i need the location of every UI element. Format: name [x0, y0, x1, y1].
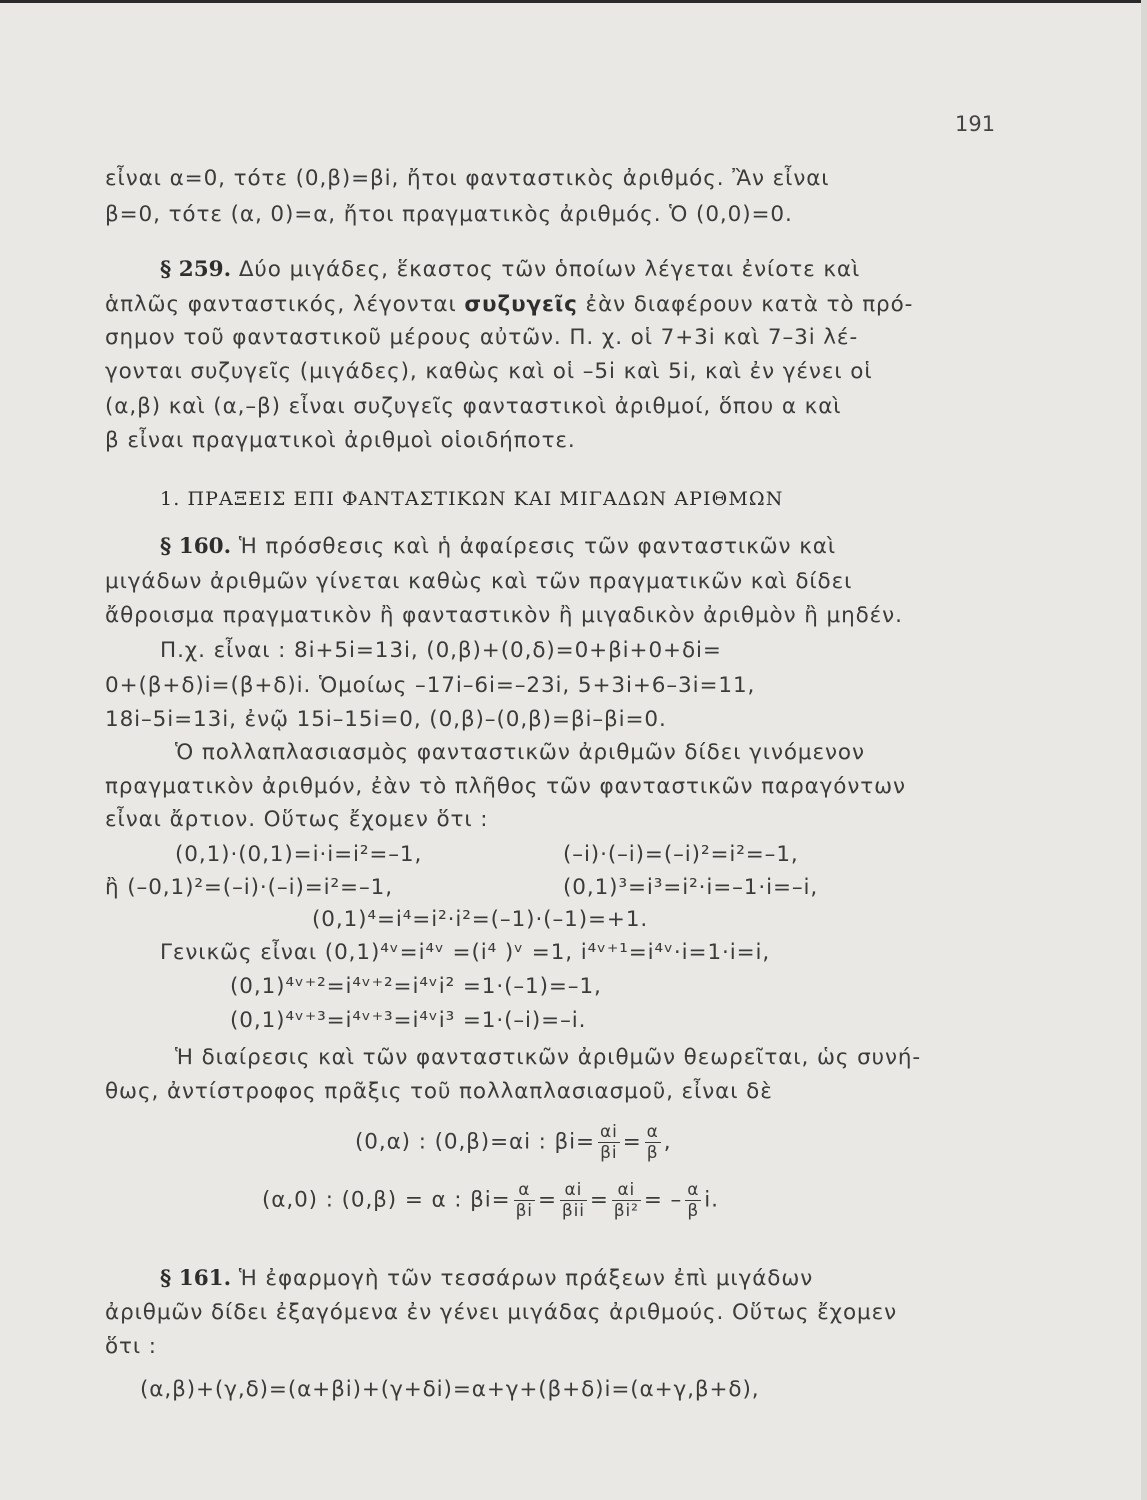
formula-line: (0,1)⁴ᵛ⁺²=i⁴ᵛ⁺²=i⁴ᵛi² =1·(–1)=–1, [230, 974, 602, 999]
fraction [560, 1180, 587, 1221]
denominator: βi [515, 1201, 533, 1221]
text-span: ἁπλῶς φανταστικός, λέγονται [105, 292, 465, 317]
numerator: αi [599, 1122, 618, 1142]
formula-text: = [589, 1187, 609, 1213]
text-line: β εἶναι πραγματικοὶ ἀριθμοὶ οἱοιδήποτε. [105, 428, 576, 453]
page-number: 191 [955, 112, 996, 136]
denominator: β [646, 1143, 659, 1163]
formula-line: (–i)·(–i)=(–i)²=i²=–1, [563, 842, 799, 867]
text-line: 18i–5i=13i, ἐνῷ 15i–15i=0, (0,β)–(0,β)=βi–βi=0. [105, 707, 667, 732]
paragraph-160-line [160, 532, 836, 562]
formula-line: (α,β)+(γ,δ)=(α+βi)+(γ+δi)=α+γ+(β+δ)i=(α+γ,β+δ), [140, 1377, 760, 1402]
fraction [645, 1122, 661, 1163]
text-line: Π.χ. εἶναι : 8i+5i=13i, (0,β)+(0,δ)=0+βi+0+δi= [160, 638, 722, 663]
formula-text: = [622, 1129, 642, 1155]
formula-line: (0,1)³=i³=i²·i=–1·i=–i, [563, 875, 819, 900]
text-line: Ἡ διαίρεσις καὶ τῶν φανταστικῶν ἀριθμῶν θεωρεῖται, ὡς συνή- [175, 1045, 922, 1070]
text-span: Δύο μιγάδες, ἕκαστος τῶν ὁποίων λέγεται ἐνίοτε καὶ [231, 257, 861, 282]
paragraph-161-line [160, 1264, 813, 1294]
text-line: εἶναι ἄρτιον. Οὕτως ἔχομεν ὅτι : [105, 807, 489, 832]
formula-line: (0,1)⁴ᵛ⁺³=i⁴ᵛ⁺³=i⁴ᵛi³ =1·(–i)=–i. [230, 1008, 587, 1033]
text-line: 0+(β+δ)i=(β+δ)i. Ὁμοίως –17i–6i=–23i, 5+3i+6–3i=11, [105, 673, 756, 698]
text-line: ἄθροισμα πραγματικὸν ἢ φανταστικὸν ἢ μιγαδικὸν ἀριθμὸν ἢ μηδέν. [105, 603, 903, 628]
formula-text: (α,0) : (0,β) = α : βi= [262, 1187, 511, 1213]
text-line: θως, ἀντίστροφος πρᾶξις τοῦ πολλαπλασιασμοῦ, εἶναι δὲ [105, 1079, 773, 1104]
text-line: (α,β) καὶ (α,–β) εἶναι συζυγεῖς φανταστικοὶ ἀριθμοί, ὅπου α καὶ [105, 394, 842, 419]
text-span: Ἡ ἐφαρμογὴ τῶν τεσσάρων πράξεων ἐπὶ μιγάδων [231, 1266, 814, 1291]
formula-text: (0,α) : (0,β)=αi : βi= [355, 1129, 595, 1155]
section-number: § 160. [160, 534, 232, 559]
numerator: α [514, 1180, 535, 1201]
paragraph-259-line [105, 290, 913, 320]
text-line: Ὁ πολλαπλασιασμὸς φανταστικῶν ἀριθμῶν δίδει γινόμενον [175, 740, 865, 765]
formula-line: (0,1)·(0,1)=i·i=i²=–1, [175, 842, 423, 867]
text-line: πραγματικὸν ἀριθμόν, ἐὰν τὸ πλῆθος τῶν φανταστικῶν παραγόντων [105, 774, 906, 799]
numerator: α [646, 1122, 659, 1142]
denominator: βi [600, 1143, 618, 1163]
formula-line: (0,1)⁴=i⁴=i²·i²=(–1)·(–1)=+1. [312, 907, 649, 932]
formula-line: Γενικῶς εἶναι (0,1)⁴ᵛ=i⁴ᵛ =(i⁴ )ᵛ =1, i⁴ᵛ⁺¹=i⁴ᵛ·i=1·i=i, [160, 940, 771, 965]
text-line: γονται συζυγεῖς (μιγάδες), καθὼς καὶ οἱ –5i καὶ 5i, καὶ ἐν γένει οἱ [105, 359, 873, 384]
formula-line: ἢ (–0,1)²=(–i)·(–i)=i²=–1, [105, 875, 393, 900]
text-line: ὅτι : [105, 1334, 157, 1359]
text-line: ἀριθμῶν δίδει ἐξαγόμενα ἐν γένει μιγάδας ἀριθμούς. Οὕτως ἔχομεν [105, 1300, 898, 1325]
fraction [514, 1180, 535, 1221]
denominator: βi² [613, 1201, 639, 1221]
fraction [612, 1180, 641, 1221]
text-line: σημον τοῦ φανταστικοῦ μέρους αὐτῶν. Π. χ. οἱ 7+3i καὶ 7–3i λέ- [105, 325, 859, 350]
numerator: αi [560, 1180, 587, 1201]
text-line: εἶναι α=0, τότε (0,β)=βi, ἤτοι φανταστικὸς ἀριθμός. Ἂν εἶναι [105, 166, 830, 191]
fraction [685, 1180, 701, 1221]
denominator: βii [561, 1201, 585, 1221]
paragraph-259-line [160, 255, 860, 285]
text-line: μιγάδων ἀριθμῶν γίνεται καθὼς καὶ τῶν πραγματικῶν καὶ δίδει [105, 569, 853, 594]
fraction [598, 1122, 620, 1163]
formula-text: i. [704, 1187, 719, 1213]
numerator: α [687, 1180, 700, 1200]
text-line: β=0, τότε (α, 0)=α, ἤτοι πραγματικὸς ἀριθμός. Ὁ (0,0)=0. [105, 202, 793, 227]
formula-text: = [537, 1187, 557, 1213]
section-heading: 1. ΠΡΑΞΕΙΣ ΕΠΙ ΦΑΝΤΑΣΤΙΚΩΝ ΚΑΙ ΜΙΓΑΔΩΝ ΑΡΙΘΜΩΝ [160, 488, 784, 510]
formula-text: , [663, 1129, 672, 1155]
division-formula-1 [355, 1122, 671, 1163]
bold-term: συζυγεῖς [464, 292, 578, 317]
denominator: β [687, 1201, 700, 1221]
section-number: § 161. [160, 1266, 232, 1291]
numerator: αi [612, 1180, 641, 1201]
section-number: § 259. [160, 257, 232, 282]
scan-right-edge [1141, 0, 1147, 1500]
text-span: Ἡ πρόσθεσις καὶ ἡ ἀφαίρεσις τῶν φανταστικῶν καὶ [231, 534, 837, 559]
formula-text: = – [643, 1187, 683, 1213]
division-formula-2 [262, 1180, 719, 1221]
text-span: ἐὰν διαφέρουν κατὰ τὸ πρό- [577, 292, 914, 317]
scan-top-border [0, 0, 1147, 3]
